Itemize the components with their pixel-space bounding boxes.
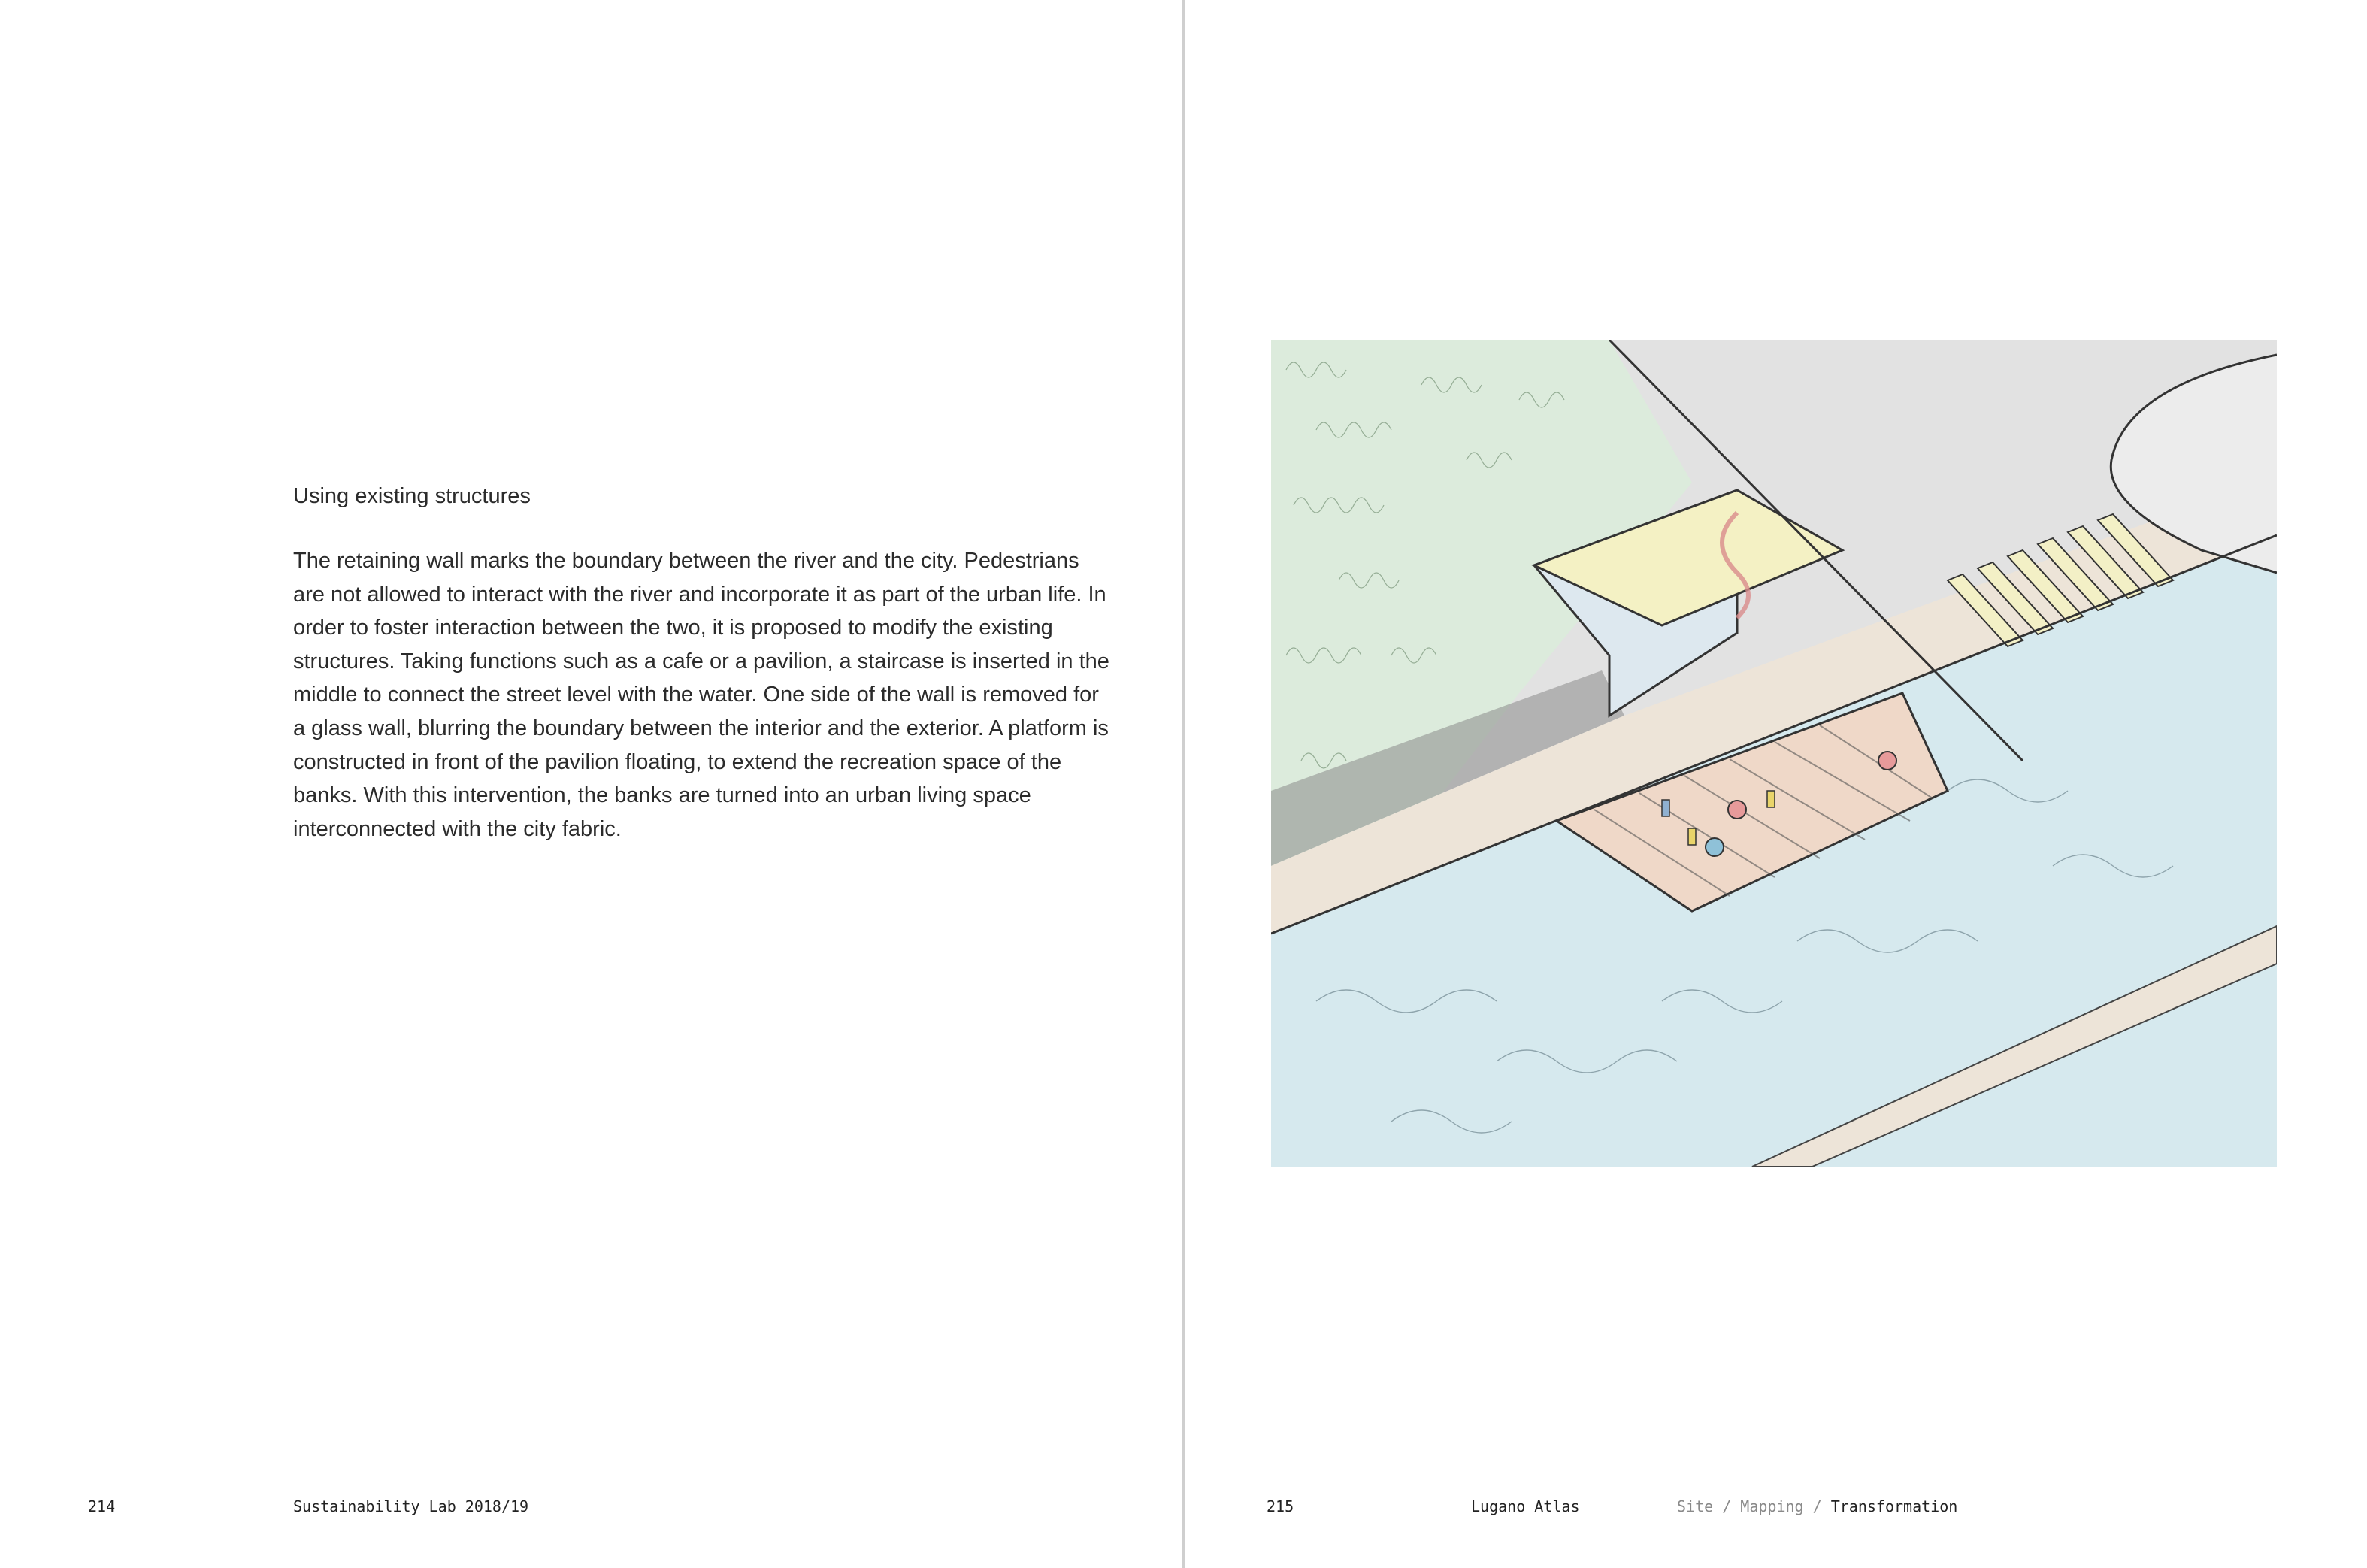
breadcrumb	[1677, 1496, 1957, 1517]
pavilion-sketch-illustration	[1271, 340, 2277, 1167]
breadcrumb-mapping: Mapping	[1740, 1497, 1804, 1515]
breadcrumb-site: Site	[1677, 1497, 1714, 1515]
page-spine	[1182, 0, 1185, 1568]
body-paragraph: The retaining wall marks the boundary between the river and the city. Pedestrians are not allowed to interact with the river and incorporate it as part of the urban life. In order to foster interaction between the two, it is proposed to modify the existing structures. Taking functions such as a cafe or a pavilion, a staircase is inserted in the middle to connect the street level with the water. One side of the wall is removed for a glass wall, blurring the boundary between the interior and the exterior. A platform is constructed in front of the pavilion floating, to extend the recreation space of the banks. With this intervention, the banks are turned into an urban living space interconnected with the city fabric.	[293, 549, 1109, 841]
breadcrumb-separator: /	[1713, 1497, 1741, 1515]
page-number-right: 215	[1267, 1497, 1294, 1515]
breadcrumb-separator: /	[1803, 1497, 1831, 1515]
section-heading: Using existing structures	[293, 484, 531, 508]
breadcrumb-current: Transformation	[1830, 1497, 1958, 1515]
page-number-left: 214	[88, 1497, 116, 1515]
running-title-right: Lugano Atlas	[1471, 1497, 1580, 1515]
running-title-left: Sustainability Lab 2018/19	[293, 1497, 529, 1515]
